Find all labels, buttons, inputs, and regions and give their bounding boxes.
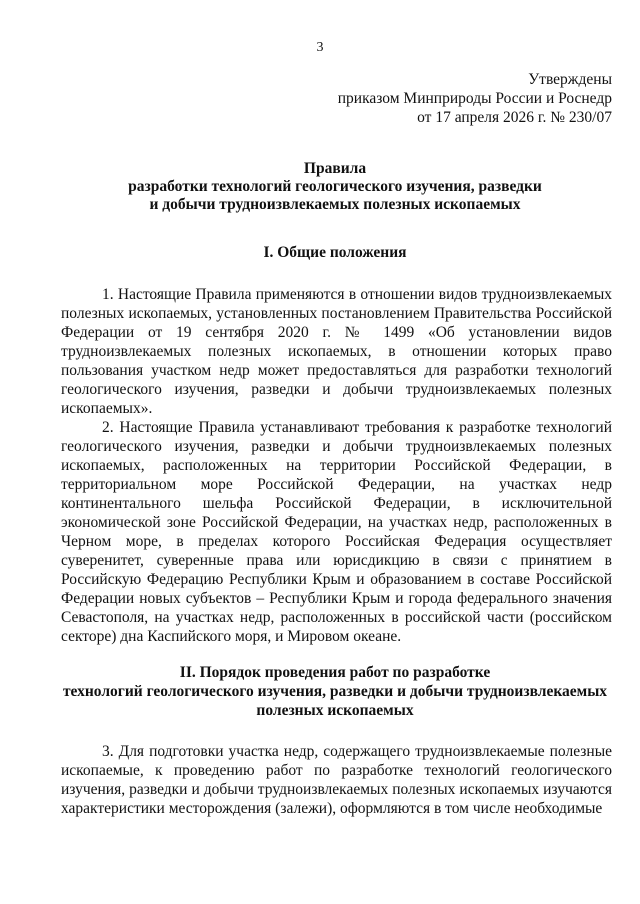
section-heading-text: I. Общие положения (263, 244, 407, 261)
paragraph-3: 3. Для подготовки участка недр, содержащего трудноизвлекаемые полезные ископаемые, к проведению работ по разработке технологий геологического изучения, разведки и добычи трудноизвлекаемых полезных ископаемых изучаются характеристики месторождения (залежи), оформляются в том числе необходимые (61, 743, 612, 817)
paragraph-1: 1. Настоящие Правила применяются в отношении видов трудноизвлекаемых полезных ископаемых, установленных постановлением Правительства Российской Федерации от 19 сентября 2020 г. № 1499 «Об установлении видов трудноизвлекаемых полезных ископаемых, в отношении которых право пользования участком недр может предоставляться для разработки технологий геологического изучения, разведки и добычи трудноизвлекаемых полезных ископаемых». (61, 286, 612, 417)
section-body-procedure (61, 742, 612, 818)
approval-line-approved: Утверждены (528, 71, 612, 88)
section-heading-line-3: полезных ископаемых (256, 702, 414, 719)
section-heading-line-1: II. Порядок проведения работ по разработке (179, 664, 491, 681)
approval-block (338, 70, 612, 127)
page-number: 3 (316, 40, 324, 55)
section-body-general (61, 285, 612, 646)
approval-line-order: приказом Минприроды России и Роснедр (337, 90, 612, 107)
section-heading-general (40, 243, 630, 262)
section-heading-procedure (40, 663, 630, 720)
paragraph-2: 2. Настоящие Правила устанавливают требования к разработке технологий геологического изучения, разведки и добычи трудноизвлекаемых полезных ископаемых, расположенных на территории Российской Федерации, в территориальном море Российской Федерации, на участках недр континентального шельфа Российской Федерации, в исключительной экономической зоне Российской Федерации, на участках недр, расположенных в Черном море, в пределах которого Российская Федерация осуществляет суверенитет, суверенные права или юрисдикцию в связи с принятием в Российскую Федерацию Республики Крым и образованием в составе Российской Федерации новых субъектов – Республики Крым и города федерального значения Севастополя, на участках недр, расположенных в российской части (российском секторе) дна Каспийского моря, и Мировом океане. (61, 419, 612, 645)
title-line-rules: Правила (303, 160, 367, 177)
document-title (40, 160, 630, 214)
title-line-subject-2: и добычи трудноизвлекаемых полезных ископаемых (149, 196, 521, 213)
approval-line-date: от 17 апреля 2026 г. № 230/07 (417, 109, 612, 126)
section-heading-line-2: технологий геологического изучения, разведки и добычи трудноизвлекаемых (62, 683, 608, 700)
title-line-subject-1: разработки технологий геологического изучения, разведки (128, 178, 542, 195)
